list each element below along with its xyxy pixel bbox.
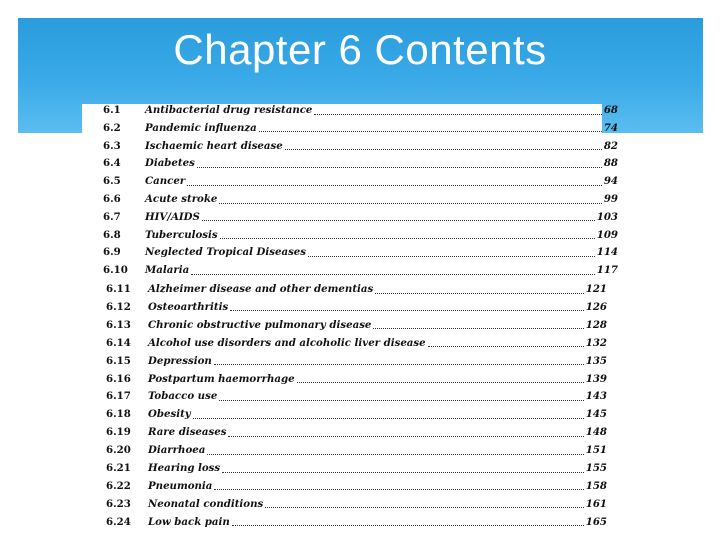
toc-entry — [106, 477, 607, 495]
toc-dot-leader — [428, 346, 584, 347]
toc-entry — [106, 495, 607, 513]
toc-entry-page: 143 — [585, 390, 607, 403]
toc-dot-leader — [373, 328, 583, 329]
toc-entry — [103, 101, 618, 119]
toc-entry — [106, 423, 607, 441]
toc-dot-leader — [214, 364, 584, 365]
toc-entry-title: HIV/AIDS — [145, 210, 200, 223]
toc-entry-page: 155 — [585, 462, 607, 474]
toc-entry — [106, 352, 607, 370]
toc-entry-number: 6.4 — [103, 157, 121, 170]
toc-entry-page: 161 — [585, 497, 607, 510]
toc-entry-page: 103 — [596, 210, 618, 223]
toc-entry-title: Pneumonia — [148, 479, 213, 492]
toc-dot-leader — [187, 185, 602, 186]
toc-entry-number: 6.14 — [106, 336, 131, 349]
toc-entry-number: 6.12 — [106, 300, 131, 313]
toc-entry — [103, 190, 618, 208]
toc-entry-number: 6.15 — [106, 354, 131, 367]
toc-entry-title: Obesity — [148, 408, 191, 421]
toc-entry-title: Malaria — [145, 264, 190, 277]
toc-entry — [106, 298, 607, 316]
toc-entry — [103, 243, 618, 261]
toc-entry — [106, 334, 607, 352]
toc-entry — [106, 459, 607, 477]
toc-entry-page: 126 — [585, 300, 607, 313]
toc-entry-number: 6.23 — [106, 497, 131, 510]
toc-entry-number: 6.1 — [103, 104, 121, 116]
toc-entry-title: Ischaemic heart disease — [145, 139, 283, 152]
toc-dot-leader — [259, 131, 602, 132]
toc-entry — [106, 280, 607, 298]
toc-dot-leader — [265, 507, 584, 508]
toc-entry-page: 158 — [585, 479, 607, 492]
toc-entry-title: Pandemic influenza — [145, 121, 257, 134]
toc-entry-title: Cancer — [145, 175, 186, 188]
toc-entry-number: 6.3 — [103, 139, 121, 152]
toc-entry-number: 6.21 — [106, 462, 131, 474]
toc-entry-number: 6.5 — [103, 175, 121, 188]
toc-entry — [103, 208, 618, 226]
toc-entry-title: Neglected Tropical Diseases — [145, 246, 307, 259]
toc-entry-number: 6.24 — [106, 515, 131, 528]
toc-entry-number: 6.7 — [103, 210, 121, 223]
toc-entry-number: 6.20 — [106, 444, 131, 457]
toc-entry-title: Neonatal conditions — [148, 497, 264, 510]
toc-entry-page: 148 — [585, 426, 607, 439]
toc-entry-title: Tuberculosis — [145, 228, 218, 241]
toc-entry-number: 6.22 — [106, 479, 131, 492]
toc-dot-leader — [314, 114, 601, 115]
toc-entry-page: 135 — [585, 354, 607, 367]
toc-entry — [106, 513, 607, 531]
toc-dot-leader — [222, 472, 584, 473]
toc-entry-page: 94 — [603, 175, 618, 188]
toc-dot-leader — [285, 149, 602, 150]
toc-dot-leader — [297, 382, 584, 383]
toc-entry-title: Postpartum haemorrhage — [148, 372, 295, 385]
toc-entry-title: Hearing loss — [148, 462, 221, 474]
toc-entry-page: 165 — [585, 515, 607, 528]
toc-dot-leader — [219, 400, 583, 401]
toc-entry — [103, 261, 618, 279]
toc-entry-title: Diabetes — [145, 157, 195, 170]
toc-entry — [103, 172, 618, 190]
toc-entry — [103, 119, 618, 137]
toc-entry-number: 6.16 — [106, 372, 131, 385]
toc-dot-leader — [308, 256, 595, 257]
toc-entry-number: 6.17 — [106, 390, 131, 403]
toc-entry — [103, 137, 618, 155]
toc-entry — [106, 387, 607, 405]
toc-entry — [103, 226, 618, 244]
slide-title: Chapter 6 Contents — [173, 26, 547, 73]
toc-dot-leader — [375, 293, 584, 294]
toc-entry-page: 151 — [585, 444, 607, 457]
toc-entry-title: Chronic obstructive pulmonary disease — [148, 318, 372, 331]
toc-dot-leader — [202, 220, 595, 221]
toc-entry-title: Rare diseases — [148, 426, 227, 439]
toc-entry-number: 6.19 — [106, 426, 131, 439]
toc-dot-leader — [230, 310, 584, 311]
toc-dot-leader — [219, 203, 601, 204]
toc-entry-page: 121 — [585, 283, 607, 295]
toc-entry-title: Acute stroke — [145, 193, 218, 205]
toc-entry-title: Alzheimer disease and other dementias — [148, 283, 374, 295]
toc-entry — [106, 441, 607, 459]
toc-entry-title: Diarrhoea — [148, 444, 206, 457]
toc-dot-leader — [228, 436, 583, 437]
toc-entry-page: 82 — [603, 139, 618, 152]
toc-entry-number: 6.9 — [103, 246, 121, 259]
toc-entry-number: 6.11 — [106, 283, 131, 295]
toc-dot-leader — [214, 489, 583, 490]
toc-entry — [103, 154, 618, 172]
toc-entry-number: 6.18 — [106, 408, 131, 421]
toc-dot-leader — [193, 418, 584, 419]
toc-entry — [106, 370, 607, 388]
toc-dot-leader — [220, 238, 595, 239]
toc-entry-title: Osteoarthritis — [148, 300, 229, 313]
toc-entry-title: Low back pain — [148, 515, 230, 528]
toc-dot-leader — [232, 525, 584, 526]
toc-entry-number: 6.10 — [103, 264, 128, 277]
toc-entry-title: Depression — [148, 354, 212, 367]
toc-entry-page: 99 — [603, 193, 618, 205]
toc-entry-page: 128 — [585, 318, 607, 331]
toc-entry-title: Antibacterial drug resistance — [145, 104, 313, 116]
toc-entry-page: 109 — [596, 228, 618, 241]
toc-entry-page: 145 — [585, 408, 607, 421]
toc-entry-page: 139 — [585, 372, 607, 385]
toc-dot-leader — [207, 454, 583, 455]
toc-entry-page: 68 — [603, 104, 618, 116]
toc-entry — [106, 316, 607, 334]
toc-dot-leader — [197, 167, 602, 168]
toc-entry-number: 6.13 — [106, 318, 131, 331]
toc-entry-number: 6.2 — [103, 121, 121, 134]
toc-entry — [106, 405, 607, 423]
toc-entry-page: 88 — [603, 157, 618, 170]
toc-dot-leader — [191, 274, 595, 275]
toc-entry-number: 6.8 — [103, 228, 121, 241]
toc-entry-page: 117 — [596, 264, 618, 277]
toc-entry-page: 132 — [585, 336, 607, 349]
toc-entry-page: 114 — [596, 246, 618, 259]
toc-entry-number: 6.6 — [103, 193, 121, 205]
toc-entry-title: Alcohol use disorders and alcoholic liver disease — [148, 336, 426, 349]
toc-entry-page: 74 — [603, 121, 618, 134]
toc-entry-title: Tobacco use — [148, 390, 218, 403]
